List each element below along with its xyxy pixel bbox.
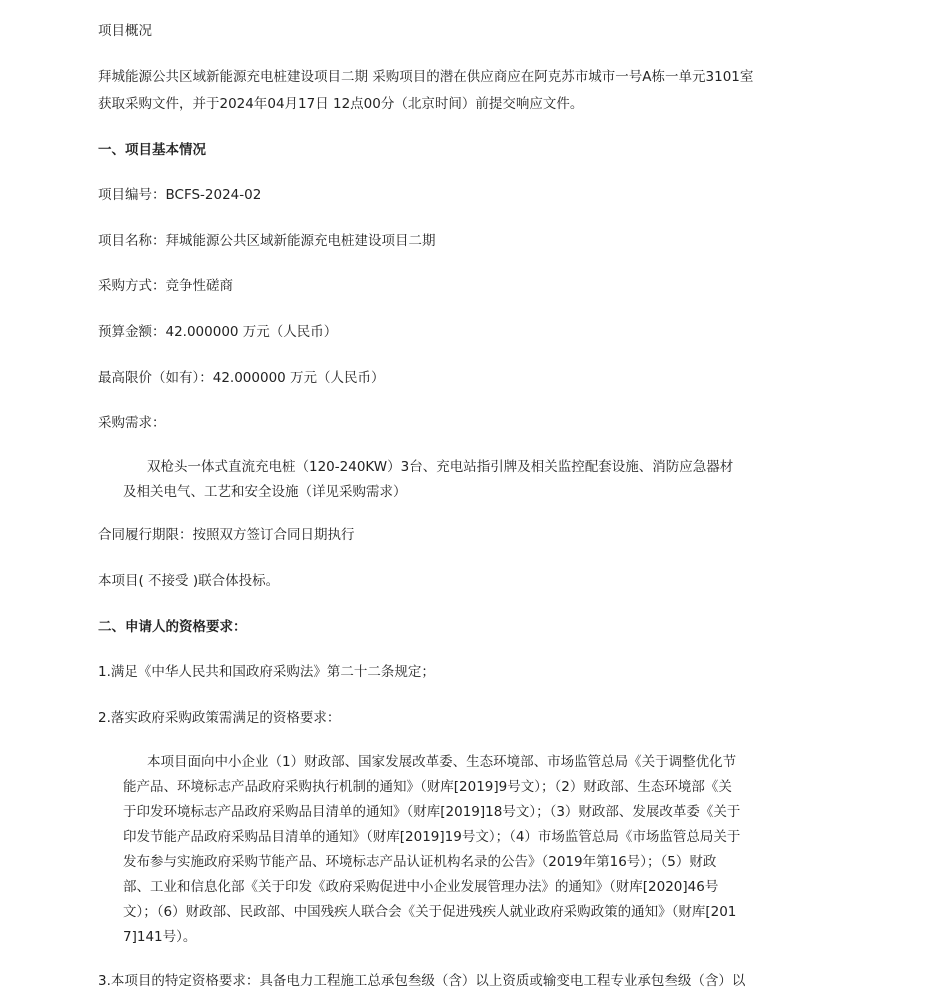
requirements-label: 采购需求： xyxy=(98,415,166,431)
intro-line-2: 获取采购文件，并于2024年04月17日 12点00分（北京时间）前提交响应文件。 xyxy=(98,96,584,112)
procurement-method: 采购方式：竞争性磋商 xyxy=(98,278,233,294)
policy-requirements-text: 本项目面向中小企业（1）财政部、国家发展改革委、生态环境部、市场监管总局《关于调整优化节能产品、环境标志产品政府采购执行机制的通知》（财库[2019]9号文）；（2）财政部、生态环境部《关于印发环境标志产品政府采购品目清单的通知》（财库[2019]18号文）；（3）财政部、发展改革委《关于印发节能产品政府采购品目清单的通知》（财库[2019]19号文）；（4）市场监管总局《市场监管总局关于发布参与实施政府采购节能产品、环境标志产品认证机构名录的公告》（2019年第16号）；（5）财政部、工业和信息化部《关于印发《政府采购促进中小企业发展管理办法》的通知》（财库[2020]46号文）；（6）财政部、民政部、中国残疾人联合会《关于促进残疾人就业政府采购政策的通知》（财库[2017]141号）。 xyxy=(123,754,741,945)
contract-period: 合同履行期限：按照双方签订合同日期执行 xyxy=(98,527,355,543)
qualification-item-1: 1.满足《中华人民共和国政府采购法》第二十二条规定； xyxy=(98,664,435,680)
consortium-statement: 本项目( 不接受 )联合体投标。 xyxy=(98,573,280,589)
budget-amount: 预算金额：42.000000 万元（人民币） xyxy=(98,324,338,340)
qualification-item-2: 2.落实政府采购政策需满足的资格要求： xyxy=(98,710,341,726)
overview-heading: 项目概况 xyxy=(98,23,152,39)
project-number: 项目编号：BCFS-2024-02 xyxy=(98,187,262,203)
qualification-item-3: 3.本项目的特定资格要求：具备电力工程施工总承包叁级（含）以上资质或输变电工程专业承包叁级（含）以 xyxy=(98,973,746,989)
section2-title: 二、申请人的资格要求： xyxy=(98,619,247,635)
requirements-text: 双枪头一体式直流充电桩（120-240KW）3台、充电站指引牌及相关监控配套设施、消防应急器材及相关电气、工艺和安全设施（详见采购需求） xyxy=(123,459,734,500)
project-name: 项目名称：拜城能源公共区域新能源充电桩建设项目二期 xyxy=(98,233,436,249)
intro-line-1: 拜城能源公共区域新能源充电桩建设项目二期 采购项目的潜在供应商应在阿克苏市城市一号A栋一单元3101室 xyxy=(98,69,754,85)
max-price: 最高限价（如有）：42.000000 万元（人民币） xyxy=(98,370,385,386)
section1-title: 一、项目基本情况 xyxy=(98,142,206,158)
